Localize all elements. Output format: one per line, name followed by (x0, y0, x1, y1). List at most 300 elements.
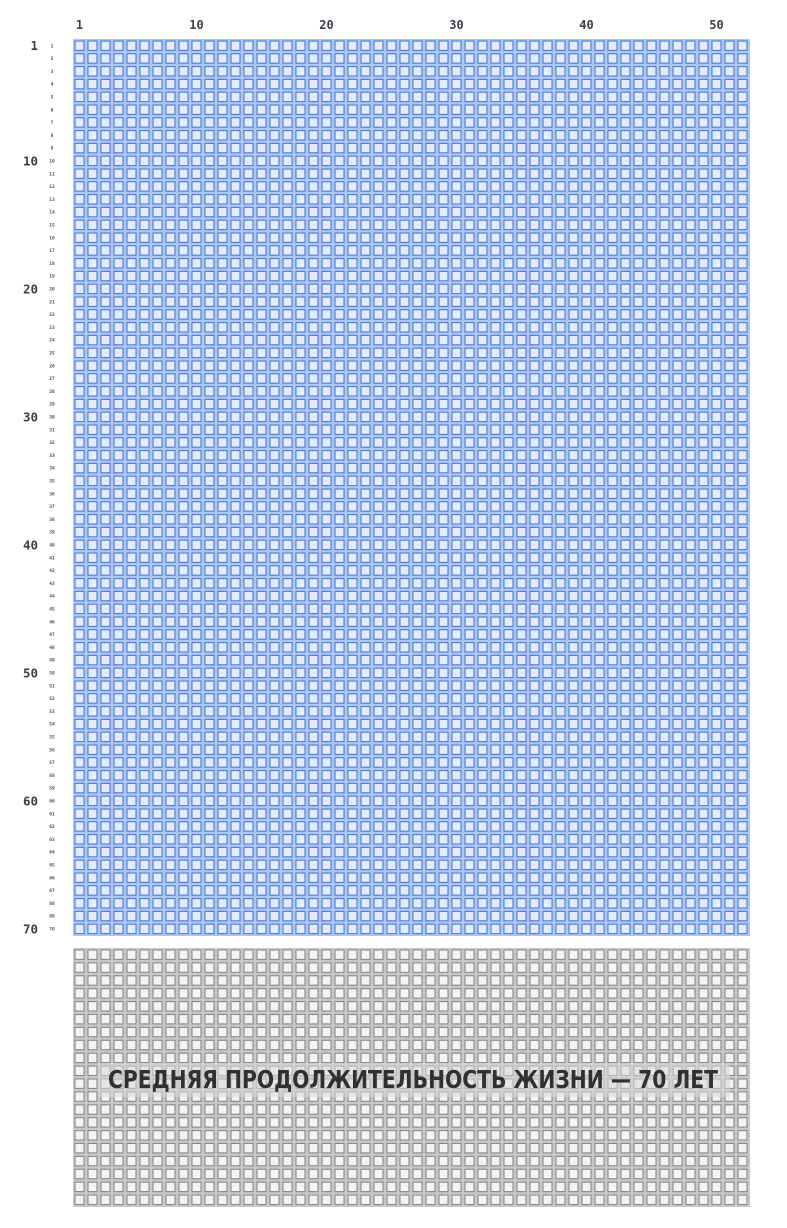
small-row-number: 55 (49, 735, 55, 741)
lived-week-cell (387, 182, 396, 191)
remaining-week-cell (140, 1027, 149, 1036)
lived-week-cell (127, 463, 136, 472)
lived-week-cell (621, 92, 630, 101)
lived-week-cell (439, 809, 448, 818)
lived-week-cell (335, 591, 344, 600)
lived-week-cell (660, 835, 669, 844)
remaining-week-cell (283, 976, 292, 985)
lived-week-cell (335, 745, 344, 754)
remaining-week-cell (660, 1053, 669, 1062)
lived-week-cell (75, 758, 84, 767)
lived-week-cell (283, 502, 292, 511)
lived-week-cell (296, 911, 305, 920)
lived-week-cell (387, 758, 396, 767)
lived-week-cell (140, 335, 149, 344)
lived-week-cell (699, 553, 708, 562)
lived-week-cell (114, 246, 123, 255)
lived-week-cell (309, 579, 318, 588)
lived-week-cell (153, 604, 162, 613)
lived-week-cell (179, 399, 188, 408)
lived-week-cell (725, 438, 734, 447)
lived-week-cell (153, 553, 162, 562)
lived-week-cell (127, 284, 136, 293)
lived-week-cell (374, 553, 383, 562)
lived-week-cell (335, 540, 344, 549)
lived-week-cell (244, 502, 253, 511)
lived-week-cell (556, 822, 565, 831)
lived-week-cell (88, 617, 97, 626)
lived-week-cell (686, 284, 695, 293)
lived-week-cell (452, 425, 461, 434)
remaining-week-cell (530, 1027, 539, 1036)
lived-week-cell (699, 847, 708, 856)
lived-week-cell (374, 41, 383, 50)
lived-week-cell (387, 169, 396, 178)
lived-week-cell (517, 604, 526, 613)
lived-week-cell (660, 489, 669, 498)
lived-week-cell (673, 207, 682, 216)
lived-week-cell (439, 553, 448, 562)
remaining-week-cell (387, 1156, 396, 1165)
remaining-week-cell (608, 1118, 617, 1127)
lived-week-cell (556, 630, 565, 639)
remaining-week-cell (179, 1053, 188, 1062)
lived-week-cell (413, 310, 422, 319)
remaining-week-cell (348, 1105, 357, 1114)
lived-week-cell (595, 847, 604, 856)
lived-week-cell (530, 745, 539, 754)
lived-week-cell (413, 515, 422, 524)
remaining-week-cell (621, 1144, 630, 1153)
lived-week-cell (543, 67, 552, 76)
lived-week-cell (712, 719, 721, 728)
remaining-week-cell (309, 976, 318, 985)
lived-week-cell (426, 924, 435, 933)
lived-week-cell (621, 745, 630, 754)
lived-week-cell (478, 79, 487, 88)
lived-week-cell (608, 873, 617, 882)
lived-week-cell (530, 924, 539, 933)
lived-week-cell (400, 591, 409, 600)
lived-week-cell (257, 92, 266, 101)
lived-week-cell (140, 207, 149, 216)
lived-week-cell (322, 284, 331, 293)
remaining-week-cell (660, 1131, 669, 1140)
lived-week-cell (296, 54, 305, 63)
lived-week-cell (582, 783, 591, 792)
remaining-week-cell (543, 1027, 552, 1036)
lived-week-cell (101, 886, 110, 895)
lived-week-cell (556, 643, 565, 652)
lived-week-cell (348, 451, 357, 460)
lived-week-cell (153, 681, 162, 690)
lived-week-cell (712, 207, 721, 216)
lived-week-cell (426, 566, 435, 575)
lived-week-cell (153, 438, 162, 447)
lived-week-cell (218, 540, 227, 549)
lived-week-cell (517, 745, 526, 754)
lived-week-cell (244, 476, 253, 485)
lived-week-cell (543, 79, 552, 88)
lived-week-cell (660, 207, 669, 216)
lived-week-cell (608, 361, 617, 370)
lived-week-cell (205, 310, 214, 319)
small-row-number: 39 (49, 530, 55, 536)
lived-week-cell (452, 131, 461, 140)
remaining-week-cell (374, 1015, 383, 1024)
lived-week-cell (517, 207, 526, 216)
lived-week-cell (218, 911, 227, 920)
lived-week-cell (634, 694, 643, 703)
lived-week-cell (114, 67, 123, 76)
lived-week-cell (465, 387, 474, 396)
lived-week-cell (660, 335, 669, 344)
lived-week-cell (387, 79, 396, 88)
lived-week-cell (530, 310, 539, 319)
lived-week-cell (452, 374, 461, 383)
remaining-week-cell (699, 1131, 708, 1140)
lived-week-cell (582, 79, 591, 88)
remaining-week-cell (101, 1131, 110, 1140)
lived-week-cell (465, 335, 474, 344)
lived-week-cell (621, 207, 630, 216)
lived-week-cell (621, 924, 630, 933)
lived-week-cell (608, 617, 617, 626)
remaining-week-cell (205, 1040, 214, 1049)
lived-week-cell (634, 515, 643, 524)
lived-week-cell (387, 54, 396, 63)
lived-week-cell (504, 92, 513, 101)
lived-week-cell (179, 911, 188, 920)
lived-week-cell (101, 796, 110, 805)
lived-week-cell (647, 284, 656, 293)
lived-week-cell (192, 259, 201, 268)
lived-week-cell (140, 668, 149, 677)
lived-week-cell (647, 451, 656, 460)
remaining-week-cell (569, 1131, 578, 1140)
remaining-week-cell (192, 1002, 201, 1011)
lived-week-cell (530, 451, 539, 460)
lived-week-cell (439, 796, 448, 805)
lived-week-cell (374, 911, 383, 920)
lived-week-cell (491, 131, 500, 140)
lived-week-cell (413, 233, 422, 242)
lived-week-cell (361, 745, 370, 754)
remaining-week-cell (140, 1118, 149, 1127)
lived-week-cell (348, 579, 357, 588)
lived-week-cell (127, 758, 136, 767)
remaining-week-cell (725, 976, 734, 985)
lived-week-cell (413, 553, 422, 562)
lived-week-cell (504, 668, 513, 677)
lived-week-cell (452, 527, 461, 536)
lived-week-cell (595, 425, 604, 434)
remaining-week-cell (231, 1182, 240, 1191)
remaining-week-cell (491, 1118, 500, 1127)
remaining-week-cell (335, 1195, 344, 1204)
lived-week-cell (348, 822, 357, 831)
lived-week-cell (608, 156, 617, 165)
lived-week-cell (153, 783, 162, 792)
lived-week-cell (322, 451, 331, 460)
lived-week-cell (647, 195, 656, 204)
lived-week-cell (283, 105, 292, 114)
lived-week-cell (114, 348, 123, 357)
lived-week-cell (556, 284, 565, 293)
lived-week-cell (439, 860, 448, 869)
lived-week-cell (244, 579, 253, 588)
lived-week-cell (101, 732, 110, 741)
lived-week-cell (218, 143, 227, 152)
lived-week-cell (127, 655, 136, 664)
lived-week-cell (387, 220, 396, 229)
lived-week-cell (517, 67, 526, 76)
lived-week-cell (413, 335, 422, 344)
lived-week-cell (439, 489, 448, 498)
lived-week-cell (413, 924, 422, 933)
lived-week-cell (621, 118, 630, 127)
lived-week-cell (75, 323, 84, 332)
lived-week-cell (686, 169, 695, 178)
lived-week-cell (140, 156, 149, 165)
lived-week-cell (634, 195, 643, 204)
remaining-week-cell (270, 1027, 279, 1036)
lived-week-cell (452, 707, 461, 716)
lived-week-cell (400, 515, 409, 524)
lived-week-cell (491, 92, 500, 101)
lived-week-cell (582, 515, 591, 524)
lived-week-cell (322, 195, 331, 204)
lived-week-cell (426, 502, 435, 511)
remaining-week-cell (543, 1015, 552, 1024)
lived-week-cell (101, 41, 110, 50)
remaining-week-cell (114, 1015, 123, 1024)
lived-week-cell (738, 579, 747, 588)
lived-week-cell (218, 195, 227, 204)
lived-week-cell (218, 566, 227, 575)
remaining-week-cell (270, 976, 279, 985)
lived-week-cell (218, 668, 227, 677)
lived-week-cell (543, 694, 552, 703)
lived-week-cell (348, 463, 357, 472)
lived-week-cell (400, 886, 409, 895)
lived-week-cell (257, 476, 266, 485)
lived-week-cell (348, 604, 357, 613)
lived-week-cell (426, 361, 435, 370)
lived-week-cell (452, 732, 461, 741)
lived-week-cell (556, 924, 565, 933)
lived-week-cell (569, 387, 578, 396)
lived-week-cell (244, 399, 253, 408)
lived-week-cell (127, 374, 136, 383)
lived-week-cell (361, 297, 370, 306)
lived-week-cell (491, 425, 500, 434)
remaining-week-cell (686, 1169, 695, 1178)
lived-week-cell (348, 105, 357, 114)
lived-week-cell (335, 847, 344, 856)
remaining-week-cell (569, 1002, 578, 1011)
remaining-week-cell (582, 1169, 591, 1178)
remaining-week-cell (517, 1169, 526, 1178)
lived-week-cell (673, 796, 682, 805)
lived-week-cell (400, 758, 409, 767)
lived-week-cell (322, 911, 331, 920)
lived-week-cell (569, 310, 578, 319)
lived-week-cell (582, 438, 591, 447)
lived-week-cell (374, 860, 383, 869)
lived-week-cell (478, 591, 487, 600)
lived-week-cell (491, 41, 500, 50)
lived-week-cell (192, 156, 201, 165)
lived-week-cell (465, 553, 474, 562)
lived-week-cell (491, 79, 500, 88)
remaining-week-cell (647, 1156, 656, 1165)
lived-week-cell (218, 553, 227, 562)
lived-week-cell (595, 579, 604, 588)
remaining-week-cell (738, 963, 747, 972)
lived-week-cell (647, 707, 656, 716)
remaining-week-cell (699, 1002, 708, 1011)
lived-week-cell (192, 860, 201, 869)
lived-week-cell (387, 591, 396, 600)
lived-week-cell (517, 566, 526, 575)
remaining-week-cell (413, 1027, 422, 1036)
lived-week-cell (387, 233, 396, 242)
lived-week-cell (517, 310, 526, 319)
lived-week-cell (205, 809, 214, 818)
remaining-week-cell (556, 989, 565, 998)
lived-week-cell (608, 540, 617, 549)
small-row-number: 48 (49, 645, 55, 651)
remaining-week-cell (686, 1156, 695, 1165)
lived-week-cell (673, 489, 682, 498)
lived-week-cell (257, 617, 266, 626)
remaining-week-cell (673, 1118, 682, 1127)
lived-week-cell (387, 438, 396, 447)
lived-week-cell (101, 591, 110, 600)
lived-week-cell (179, 310, 188, 319)
lived-week-cell (504, 579, 513, 588)
lived-week-cell (231, 809, 240, 818)
lived-week-cell (634, 796, 643, 805)
lived-week-cell (166, 387, 175, 396)
lived-week-cell (530, 822, 539, 831)
lived-week-cell (686, 847, 695, 856)
lived-week-cell (595, 374, 604, 383)
lived-week-cell (543, 591, 552, 600)
lived-week-cell (192, 886, 201, 895)
lived-week-cell (582, 899, 591, 908)
lived-week-cell (569, 515, 578, 524)
lived-week-cell (75, 361, 84, 370)
lived-week-cell (569, 873, 578, 882)
lived-week-cell (517, 169, 526, 178)
lived-week-cell (88, 911, 97, 920)
remaining-week-cell (413, 1053, 422, 1062)
remaining-week-cell (491, 1040, 500, 1049)
remaining-week-cell (608, 1195, 617, 1204)
lived-week-cell (140, 617, 149, 626)
lived-week-cell (686, 246, 695, 255)
remaining-week-cell (465, 950, 474, 959)
lived-week-cell (140, 246, 149, 255)
lived-week-cell (465, 655, 474, 664)
lived-week-cell (634, 374, 643, 383)
remaining-week-cell (634, 1027, 643, 1036)
small-row-number: 41 (49, 556, 55, 562)
lived-week-cell (179, 323, 188, 332)
lived-week-cell (738, 297, 747, 306)
remaining-week-cell (387, 1040, 396, 1049)
lived-week-cell (322, 67, 331, 76)
remaining-week-cell (309, 989, 318, 998)
lived-week-cell (75, 822, 84, 831)
lived-week-cell (140, 796, 149, 805)
lived-week-cell (504, 143, 513, 152)
lived-week-cell (595, 809, 604, 818)
lived-week-cell (140, 515, 149, 524)
lived-week-cell (127, 771, 136, 780)
remaining-week-cell (218, 989, 227, 998)
lived-week-cell (556, 348, 565, 357)
lived-week-cell (569, 143, 578, 152)
lived-week-cell (491, 745, 500, 754)
remaining-week-cell (231, 1195, 240, 1204)
remaining-week-cell (335, 1169, 344, 1178)
lived-week-cell (621, 284, 630, 293)
remaining-week-cell (608, 1156, 617, 1165)
remaining-week-cell (660, 1105, 669, 1114)
lived-week-cell (270, 67, 279, 76)
lived-week-cell (322, 899, 331, 908)
lived-week-cell (465, 220, 474, 229)
remaining-week-cell (192, 1053, 201, 1062)
lived-week-cell (140, 143, 149, 152)
lived-week-cell (361, 399, 370, 408)
lived-week-cell (75, 259, 84, 268)
remaining-week-cell (712, 1118, 721, 1127)
lived-week-cell (322, 515, 331, 524)
row-label: 30 (22, 409, 38, 425)
lived-week-cell (608, 630, 617, 639)
lived-week-cell (699, 387, 708, 396)
remaining-week-cell (647, 1015, 656, 1024)
lived-week-cell (504, 169, 513, 178)
lived-week-cell (400, 118, 409, 127)
lived-week-cell (478, 438, 487, 447)
lived-week-cell (569, 451, 578, 460)
lived-week-cell (608, 220, 617, 229)
lived-week-cell (309, 246, 318, 255)
lived-week-cell (244, 707, 253, 716)
remaining-week-cell (322, 1002, 331, 1011)
remaining-week-cell (517, 1182, 526, 1191)
remaining-week-cell (556, 1156, 565, 1165)
remaining-week-cell (309, 1156, 318, 1165)
lived-week-cell (738, 771, 747, 780)
lived-week-cell (231, 502, 240, 511)
lived-week-cell (413, 451, 422, 460)
remaining-week-cell (361, 963, 370, 972)
lived-week-cell (166, 655, 175, 664)
lived-week-cell (426, 118, 435, 127)
lived-week-cell (465, 41, 474, 50)
lived-week-cell (88, 745, 97, 754)
remaining-week-cell (179, 963, 188, 972)
lived-week-cell (400, 745, 409, 754)
lived-week-cell (166, 809, 175, 818)
lived-week-cell (478, 847, 487, 856)
